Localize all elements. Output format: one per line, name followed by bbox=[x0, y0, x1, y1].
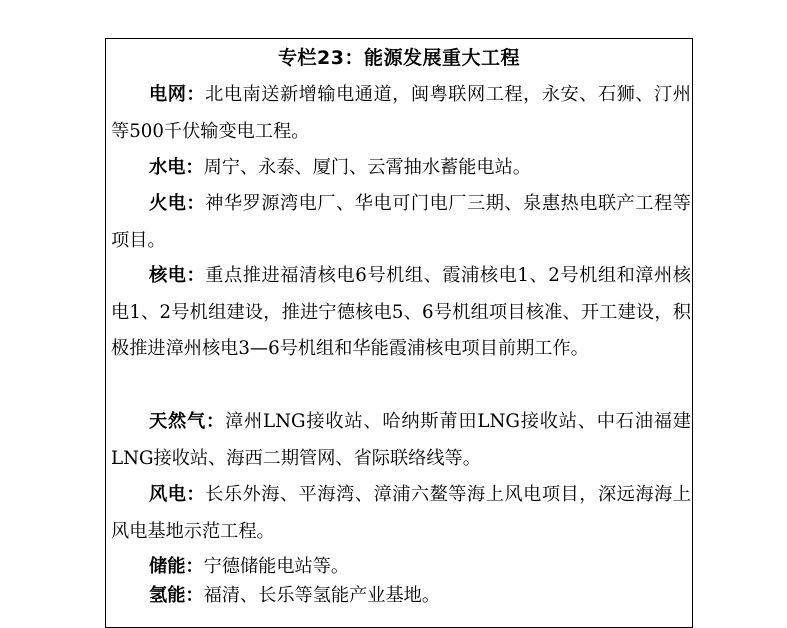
item-text: 漳州LNG接收站、哈纳斯莆田LNG接收站、中石油福建LNG接收站、海西二期管网、省际联络线等。 bbox=[111, 411, 691, 469]
item-label: 水电： bbox=[149, 157, 204, 178]
item-text: 宁德储能电站等。 bbox=[203, 556, 350, 577]
item-label: 电网： bbox=[149, 84, 206, 105]
item-power-grid bbox=[111, 77, 691, 150]
column-title: 专栏23：能源发展重大工程 bbox=[278, 47, 520, 69]
item-text: 长乐外海、平海湾、漳浦六鳌等海上风电项目，深远海海上风电基地示范工程。 bbox=[111, 484, 691, 542]
item-text: 福清、长乐等氢能产业基地。 bbox=[203, 585, 441, 606]
item-label: 火电： bbox=[149, 193, 206, 214]
item-label: 氢能： bbox=[149, 585, 204, 606]
item-thermal-power bbox=[111, 186, 691, 259]
item-label: 风电： bbox=[149, 484, 206, 505]
item-text: 周宁、永泰、厦门、云霄抽水蓄能电站。 bbox=[203, 157, 531, 178]
item-text: 北电南送新增输电通道，闽粤联网工程，永安、石狮、汀州等500千伏输变电工程。 bbox=[111, 84, 691, 142]
item-nuclear-power bbox=[111, 258, 691, 368]
item-wind-power bbox=[111, 477, 691, 550]
item-hydropower bbox=[111, 150, 691, 187]
item-text: 神华罗源湾电厂、华电可门电厂三期、泉惠热电联产工程等项目。 bbox=[111, 193, 691, 251]
item-label: 核电： bbox=[149, 265, 206, 286]
item-hydrogen bbox=[111, 578, 691, 615]
item-label: 储能： bbox=[149, 556, 204, 577]
item-natural-gas bbox=[111, 404, 691, 477]
item-text: 重点推进福清核电6号机组、霞浦核电1、2号机组和漳州核电1、2号机组建设，推进宁德核电5、6号机组项目核准、开工建设，积极推进漳州核电3—6号机组和华能霞浦核电项目前期工作。 bbox=[111, 265, 691, 359]
item-label: 天然气： bbox=[149, 411, 226, 432]
